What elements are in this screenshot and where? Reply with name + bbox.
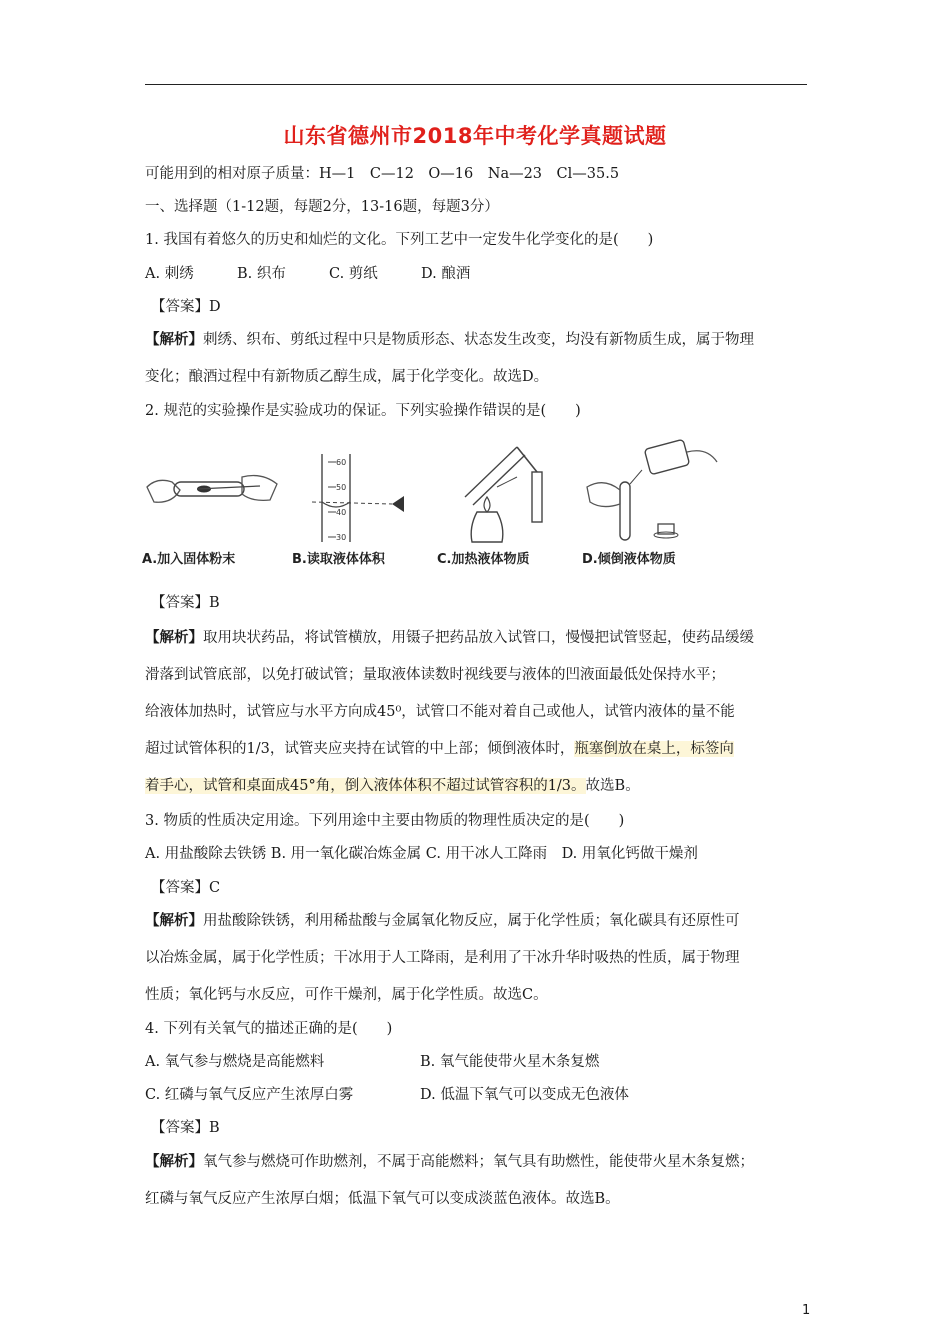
q4-option-d: D. 低温下氧气可以变成无色液体: [420, 1087, 629, 1103]
q1-options: [145, 264, 470, 284]
q2-analysis-2: 滑落到试管底部，以免打破试管；量取液体读数时视线要与液体的凹液面最低处保持水平；: [145, 667, 725, 683]
add-powder-illustration: [142, 432, 282, 547]
analysis-label: 【解析】: [145, 629, 203, 646]
q1-option-c: C. 剪纸: [329, 266, 378, 282]
heat-liquid-illustration: [437, 432, 577, 547]
q1-option-a: A. 刺绣: [145, 266, 194, 282]
highlighted-text: 瓶塞倒放在桌上，标签向: [574, 741, 734, 757]
figure-a-caption: A.加入固体粉末: [142, 552, 236, 567]
q3-stem: 3. 物质的性质决定用途。下列用途中主要由物质的物理性质决定的是( ): [145, 813, 625, 829]
q4-options-row1: [145, 1052, 599, 1072]
header-rule: [145, 84, 807, 85]
analysis-label: 【解析】: [145, 1153, 203, 1170]
q4-analysis-2: 红磷与氧气反应产生浓厚白烟；低温下氧气可以变成淡蓝色液体。故选B。: [145, 1191, 620, 1207]
q3-answer: 【答案】C: [151, 880, 221, 896]
q4-answer: 【答案】B: [151, 1120, 220, 1136]
figure-b: [292, 432, 432, 582]
q4-option-c: C. 红磷与氧气反应产生浓厚白雾: [145, 1087, 354, 1103]
q2-analysis-5: 着手心，试管和桌面成45°角，倒入液体体积不超过试管容积的1/3。故选B。: [145, 778, 640, 794]
q3-analysis-2: 以冶炼金属，属于化学性质；干冰用于人工降雨，是利用了干冰升华时吸热的性质，属于物理: [145, 950, 740, 966]
q1-analysis-1: 【解析】刺绣、织布、剪纸过程中只是物质形态、状态发生改变，均没有新物质生成，属于物理: [145, 331, 754, 348]
q2-stem: 2. 规范的实验操作是实验成功的保证。下列实验操作错误的是( ): [145, 403, 581, 419]
page-title: 山东省德州市2018年中考化学真题试题: [283, 124, 667, 148]
atomic-mass-line: 可能用到的相对原子质量：H—1 C—12 O—16 Na—23 Cl—35.5: [145, 166, 620, 182]
q4-stem: 4. 下列有关氧气的描述正确的是( ): [145, 1021, 393, 1037]
q2-analysis-4: 超过试管体积的1/3，试管夹应夹持在试管的中上部；倾倒液体时，瓶塞倒放在桌上，标签向: [145, 741, 734, 757]
highlighted-text: 着手心，试管和桌面成45°角，倒入液体体积不超过试管容积的1/3。: [145, 778, 586, 794]
q2-answer: 【答案】B: [151, 595, 220, 611]
q4-option-b: B. 氧气能使带火星木条复燃: [420, 1054, 600, 1070]
q1-option-b: B. 织布: [237, 266, 286, 282]
tick-label: 50: [336, 483, 347, 492]
tick-label: 40: [336, 508, 347, 517]
q2-analysis-3: 给液体加热时，试管应与水平方向成45⁰，试管口不能对着自己或他人，试管内液体的量不能: [145, 704, 735, 720]
tick-label: 60: [336, 458, 347, 467]
q1-option-d: D. 酿酒: [421, 266, 471, 282]
figure-c-caption: C.加热液体物质: [437, 552, 530, 567]
analysis-label: 【解析】: [145, 912, 203, 929]
q1-analysis-2: 变化；酿酒过程中有新物质乙醇生成，属于化学变化。故选D。: [145, 369, 549, 385]
figure-c: [437, 432, 577, 582]
q3-options: A. 用盐酸除去铁锈 B. 用一氧化碳冶炼金属 C. 用干冰人工降雨 D. 用氧化钙做干燥剂: [145, 846, 698, 862]
tick-label: 30: [336, 533, 347, 542]
section-heading: 一、选择题（1-12题，每题2分，13-16题，每题3分）: [145, 199, 499, 215]
page-number: 1: [802, 1303, 811, 1318]
figure-d: [582, 432, 722, 582]
q4-option-a: A. 氧气参与燃烧是高能燃料: [145, 1054, 325, 1070]
q4-options-row2: [145, 1085, 629, 1105]
figure-b-caption: B.读取液体体积: [292, 552, 385, 567]
pour-liquid-illustration: [582, 432, 722, 547]
read-volume-illustration: [292, 432, 432, 547]
q1-answer: 【答案】D: [151, 299, 221, 315]
q3-analysis-1: 【解析】用盐酸除铁锈，利用稀盐酸与金属氧化物反应，属于化学性质；氧化碳具有还原性可: [145, 912, 740, 929]
q3-analysis-3: 性质；氧化钙与水反应，可作干燥剂，属于化学性质。故选C。: [145, 987, 548, 1003]
q4-analysis-1: 【解析】氧气参与燃烧可作助燃剂，不属于高能燃料；氧气具有助燃性，能使带火星木条复燃；: [145, 1153, 754, 1170]
figure-a: [142, 432, 282, 582]
figure-d-caption: D.倾倒液体物质: [582, 552, 676, 567]
analysis-label: 【解析】: [145, 331, 203, 348]
q1-stem: 1. 我国有着悠久的历史和灿烂的文化。下列工艺中一定发牛化学变化的是( ): [145, 232, 654, 248]
q2-analysis-1: 【解析】取用块状药品，将试管横放，用镊子把药品放入试管口，慢慢把试管竖起，使药品缓缓: [145, 629, 754, 646]
q2-figures: [142, 432, 742, 582]
